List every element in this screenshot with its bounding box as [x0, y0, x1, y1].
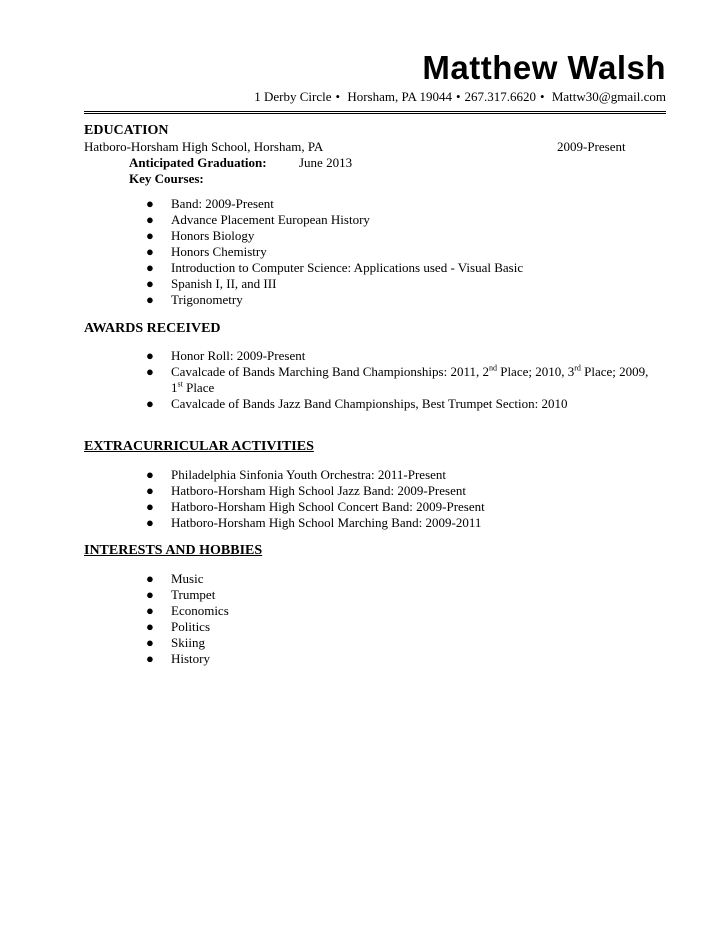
- list-item: ● Politics: [146, 619, 211, 634]
- list-item: ● Band: 2009-Present: [146, 196, 274, 211]
- school-name: Hatboro-Horsham High School, Horsham, PA: [84, 139, 324, 154]
- list-item: ● Music: [146, 571, 204, 586]
- activities-list: [140, 467, 660, 531]
- bullet-icon: ●: [146, 587, 154, 602]
- awards-heading: AWARDS RECEIVED: [84, 321, 221, 336]
- address: 1 Derby Circle: [254, 89, 332, 104]
- separator-bullet: •: [335, 89, 341, 104]
- bullet-icon: ●: [146, 212, 154, 227]
- list-item: ● Skiing: [146, 635, 205, 650]
- bullet-icon: ●: [146, 515, 154, 530]
- list-item: ● Cavalcade of Bands Jazz Band Championships, Best Trumpet Section: 2010: [146, 396, 568, 411]
- list-item: ● Philadelphia Sinfonia Youth Orchestra: 2011-Present: [146, 467, 447, 482]
- bullet-icon: ●: [146, 292, 154, 307]
- school-dates: 2009-Present: [557, 139, 626, 154]
- list-item: ● Trumpet: [146, 587, 216, 602]
- list-item: ● Spanish I, II, and III: [146, 276, 277, 291]
- list-item: ● Hatboro-Horsham High School Concert Band: 2009-Present: [146, 499, 485, 514]
- email: Mattw30@gmail.com: [551, 89, 666, 104]
- bullet-icon: ●: [146, 467, 154, 482]
- resume-name: Matthew Walsh: [422, 49, 666, 86]
- list-item: ● Cavalcade of Bands Marching Band Championships: 2011, 2nd Place; 2010, 3rd Place; 2009, 1st Place: [146, 363, 649, 395]
- list-item: ● Economics: [146, 603, 229, 618]
- list-item: ● Introduction to Computer Science: Applications used - Visual Basic: [146, 260, 524, 275]
- list-item: ● Hatboro-Horsham High School Marching Band: 2009-2011: [146, 515, 482, 530]
- list-item: ● History: [146, 651, 210, 666]
- courses-label: Key Courses:: [129, 171, 204, 186]
- bullet-icon: ●: [146, 228, 154, 243]
- interests-heading: INTERESTS AND HOBBIES: [84, 543, 263, 558]
- contact-line: [254, 89, 666, 105]
- education-heading: EDUCATION: [84, 123, 169, 138]
- bullet-icon: ●: [146, 603, 154, 618]
- bullet-icon: ●: [146, 499, 154, 514]
- bullet-icon: ●: [146, 619, 154, 634]
- awards-list: [140, 348, 660, 412]
- list-item: ● Advance Placement European History: [146, 212, 370, 227]
- bullet-icon: ●: [146, 571, 154, 586]
- bullet-icon: ●: [146, 244, 154, 259]
- list-item: ● Trigonometry: [146, 292, 243, 307]
- graduation-value: June 2013: [299, 155, 353, 170]
- list-item: ● Honor Roll: 2009-Present: [146, 348, 306, 363]
- activities-heading: EXTRACURRICULAR ACTIVITIES: [84, 439, 314, 454]
- list-item: ● Honors Biology: [146, 228, 255, 243]
- graduation-label: Anticipated Graduation:: [129, 155, 267, 170]
- separator-bullet: •: [540, 89, 545, 104]
- bullet-icon: ●: [146, 651, 154, 666]
- city: Horsham, PA 19044: [347, 89, 452, 104]
- bullet-icon: ●: [146, 260, 154, 275]
- courses-list: [140, 196, 660, 308]
- separator-bullet: •: [455, 89, 461, 104]
- bullet-icon: ●: [146, 396, 154, 411]
- interests-list: [140, 571, 660, 667]
- bullet-icon: ●: [146, 196, 154, 211]
- bullet-icon: ●: [146, 348, 154, 363]
- header-divider: [84, 111, 666, 114]
- bullet-icon: ●: [146, 483, 154, 498]
- list-item: ● Honors Chemistry: [146, 244, 267, 259]
- bullet-icon: ●: [146, 276, 154, 291]
- phone: 267.317.6620: [464, 89, 537, 104]
- list-item: ● Hatboro-Horsham High School Jazz Band: 2009-Present: [146, 483, 466, 498]
- bullet-icon: ●: [146, 364, 154, 379]
- bullet-icon: ●: [146, 635, 154, 650]
